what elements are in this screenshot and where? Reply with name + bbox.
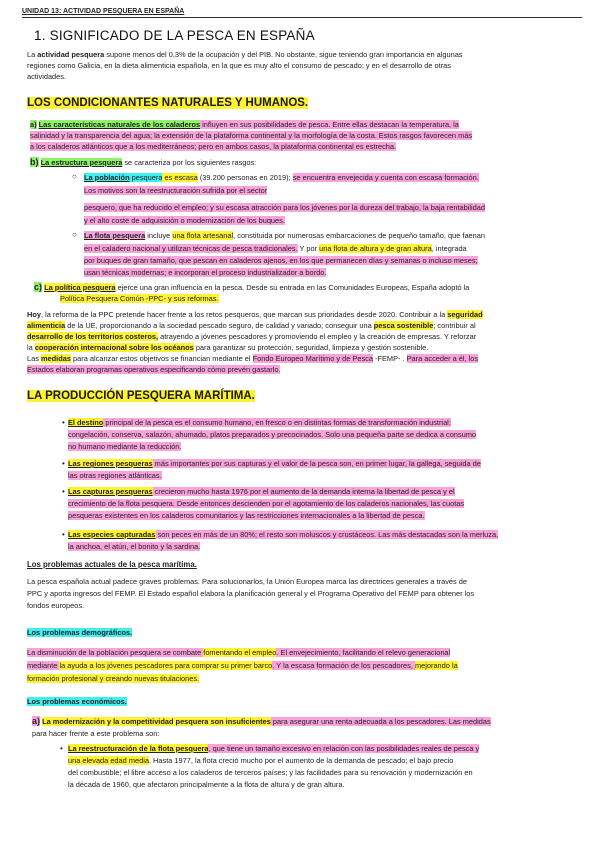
ppc-line-3: desarrollo de los territorios costeros, atrayendo a jóvenes pescadores y promoviendo el empleo y la creación de empresas. Y reforzar bbox=[27, 332, 477, 341]
demograficos-heading: Los problemas demográficos. bbox=[27, 628, 133, 637]
poblacion-line-2: Los motivos son la reestructuración sufrida por el sector bbox=[84, 186, 268, 195]
destino-line-1: El destino principal de la pesca es el consumo humano, en fresco o en distintas formas de transformación industrial: bbox=[68, 418, 451, 427]
flota-line-4: usan técnicas modernas; e incorporan el proceso industrializador a bordo. bbox=[84, 268, 327, 277]
bullet-icon: • bbox=[62, 487, 65, 496]
reestructuracion-line-3: del combustible; el libre acceso a los caladeros de terceros países; y las facilidades para su renovación y modernización en bbox=[68, 768, 473, 777]
item-b-line: b) La estructura pesquera se caracteriza por los siguientes rasgos: bbox=[30, 157, 257, 167]
reestructuracion-line-2: una elevada edad media. Hasta 1977, la flota creció mucho por el aumento de la demanda de pescado; el bajo precio bbox=[68, 756, 454, 765]
section-heading-produccion: LA PRODUCCIÓN PESQUERA MARÍTIMA. bbox=[27, 390, 255, 402]
destino-line-3: no humano mediante la reducción. bbox=[68, 442, 182, 451]
especies-line-1: Las especies capturadas son peces en más de un 80%; el resto son moluscos y crustáceos. Las más destacadas son la merluza, bbox=[68, 530, 499, 539]
problemas-line-1: La pesca española actual padece graves problemas. Para solucionarlos, la Unión Europea marca las directrices generales a través de bbox=[27, 577, 467, 586]
destino-line-2: congelación, conserva, salazón, ahumado, platos preparados y precocinados. Solo una pequeña parte se dedica a consumo bbox=[68, 430, 476, 439]
demograficos-line-2: mediante la ayuda a los jóvenes pescadores para comprar su primer barco. Y la escasa formación de los pescadores, mejorando la bbox=[27, 661, 458, 670]
running-header: UNIDAD 13: ACTIVIDAD PESQUERA EN ESPAÑA bbox=[22, 7, 582, 18]
flota-line-1: La flota pesquera incluye una flota artesanal, constituida por numerosas embarcaciones de pequeño tamaño, que faenan bbox=[84, 231, 485, 240]
section-heading-condicionantes: LOS CONDICIONANTES NATURALES Y HUMANOS. bbox=[27, 97, 309, 109]
item-c-line-1: c) La política pesquera ejerce una gran influencia en la pesca. Desde su entrada en las Comunidades Europeas, España adoptó la bbox=[34, 282, 470, 292]
flota-line-3: por buques de gran tamaño, que pescan en caladeros ajenos, en los que permanecen días y semanas o incluso meses; bbox=[84, 256, 478, 265]
capturas-line-2: crecimiento de la flota pesquera. Desde entonces descienden por el agotamiento de los caladeros nacionales, las cuotas bbox=[68, 499, 465, 508]
item-a-line-3: a los caladeros atlánticos que a los mediterráneos; pero en ambos casos, la plataforma continental es estrecha. bbox=[30, 142, 397, 151]
reestructuracion-line-1: La reestructuración de la flota pesquera, que tiene un tamaño excesivo en relación con las posibilidades reales de pesca y bbox=[68, 744, 480, 753]
bullet-icon: • bbox=[62, 530, 65, 539]
ppc-line-1: Hoy, la reforma de la PPC pretende hacer frente a los retos pesqueros, que marcan sus prioridades desde 2020. Contribuir a la seguridad bbox=[27, 310, 483, 319]
demograficos-line-3: formación profesional y creando nuevas titulaciones. bbox=[27, 674, 200, 683]
bullet-icon: • bbox=[60, 744, 63, 753]
capturas-line-3: pesqueras existentes en los caladeros comunitarios y las restricciones internacionales a la libertad de pesca. bbox=[68, 511, 425, 520]
regiones-line-1: Las regiones pesqueras más importantes por sus capturas y el valor de la pesca son, en primer lugar, la gallega, seguida de bbox=[68, 459, 481, 468]
bullet-icon: ○ bbox=[72, 172, 77, 181]
economicos-a-line-2: para hacer frente a este problema son: bbox=[32, 729, 160, 738]
item-a-line-1: a) Las características naturales de los caladeros influyen en sus posibilidades de pesca. Entre ellas destacan la temperatura, la bbox=[30, 120, 459, 129]
intro-line-3: actividades. bbox=[27, 72, 67, 81]
reestructuracion-line-4: la década de 1960, que afectaron principalmente a la flota de altura y de gran altura. bbox=[68, 780, 345, 789]
item-a-line-2: salinidad y la transparencia del agua; la extensión de la plataforma continental y la morfología de la costa. Estos rasgos favorecen más bbox=[30, 131, 473, 140]
economicos-heading: Los problemas económicos. bbox=[27, 697, 127, 706]
poblacion-line-4: y el alto coste de adquisición o modernización de los buques. bbox=[84, 216, 285, 225]
ppc-line-4: la cooperación internacional sobre los océanos para garantizar su protección, seguridad, limpieza y gestión sostenible. bbox=[27, 343, 429, 352]
problemas-line-2: PPC y aporta ingresos del FEMP. El Estado español elabora la planificación general y el Programa Operativo del FEMP para obtener los bbox=[27, 589, 475, 598]
flota-line-2: en el caladero nacional y utilizan técnicas de pesca tradicionales. Y por una flota de altura y de gran altura, integrada bbox=[84, 244, 467, 253]
economicos-a-line-1: a) La modernización y la competitividad pesquera son insuficientes para asegurar una renta adecuada a los pescadores. Las medidas bbox=[32, 716, 491, 726]
ppc-line-2: alimenticia de la UE, proporcionando a la sociedad pescado seguro, de calidad y variado; conseguir una pesca sostenible; contribuir al bbox=[27, 321, 476, 330]
bullet-icon: • bbox=[62, 459, 65, 468]
intro-line-1: La actividad pesquera supone menos del 0,3% de la ocupación y del PIB. No obstante, sigue teniendo gran importancia en algunas bbox=[27, 50, 463, 59]
especies-line-2: la anchoa, el atún, el bonito y la sardina. bbox=[68, 542, 201, 551]
item-c-line-2: Política Pesquera Común -PPC- y sus reformas. bbox=[60, 294, 219, 303]
ppc-line-5: Las medidas para alcanzar estos objetivos se financian mediante el Fondo Europeo Marítimo y de Pesca -FEMP- . Para acceder a él, los bbox=[27, 354, 479, 363]
page-title: 1. SIGNIFICADO DE LA PESCA EN ESPAÑA bbox=[34, 28, 315, 43]
bullet-icon: • bbox=[62, 418, 65, 427]
intro-line-2: regiones como Galicia, en la dieta alimenticia española, en la que es muy alto el consumo de pescado; y en el desarrollo de otras bbox=[27, 61, 451, 70]
demograficos-line-1: La disminución de la población pesquera se combate fomentando el empleo. El envejecimiento, facilitando el relevo generacional bbox=[27, 648, 451, 657]
problemas-heading: Los problemas actuales de la pesca marítima. bbox=[27, 560, 197, 569]
poblacion-line-3: pesquero, que ha reducido el empleo; y su escasa atracción para los jóvenes por la dureza del trabajo, la baja rentabilidad bbox=[84, 203, 485, 212]
bullet-icon: ○ bbox=[72, 230, 77, 239]
ppc-line-6: Estados elaboran programas operativos especificando cómo prevén gastarlo. bbox=[27, 365, 281, 374]
regiones-line-2: las otras regiones atlánticas. bbox=[68, 471, 162, 480]
poblacion-line-1: La población pesquera es escasa (39.200 personas en 2019); se encuentra envejecida y cuenta con escasa formación. bbox=[84, 173, 479, 182]
capturas-line-1: Las capturas pesqueras crecieron mucho hasta 1976 por el aumento de la demanda interna la libertad de pesca y el bbox=[68, 487, 455, 496]
problemas-line-3: fondos europeos. bbox=[27, 601, 85, 610]
